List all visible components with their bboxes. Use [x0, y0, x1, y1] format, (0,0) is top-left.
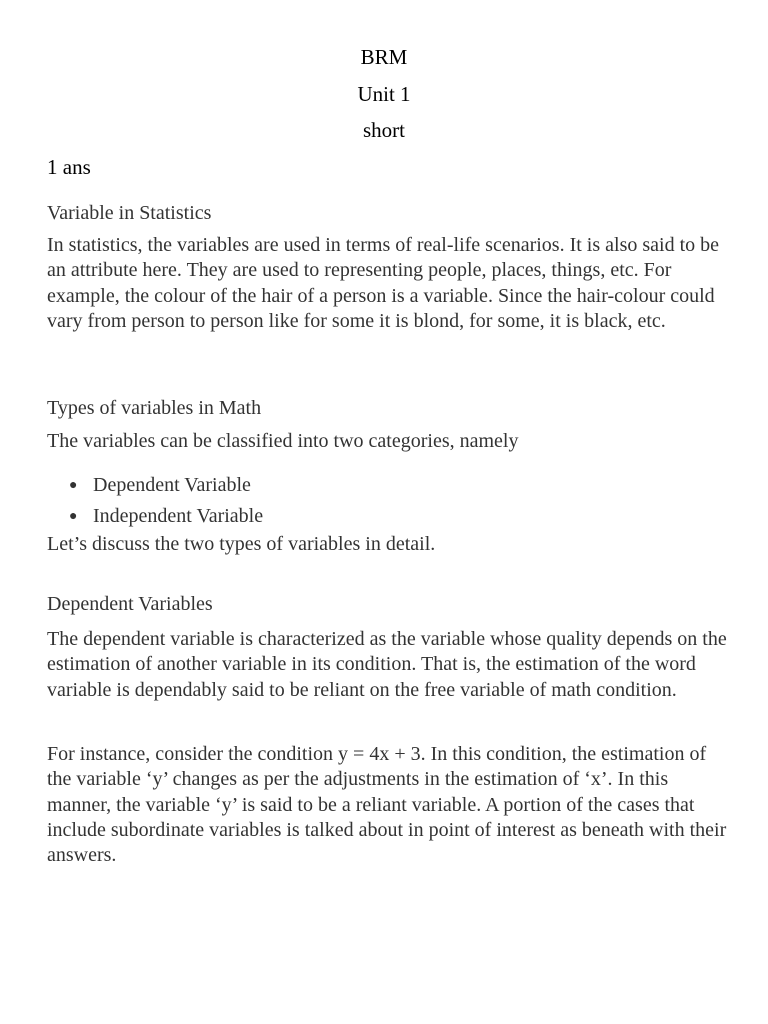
- types-paragraph: The variables can be classified into two categories, namely: [47, 430, 519, 452]
- variable-heading: Variable in Statistics: [47, 202, 212, 224]
- unit-label: Unit 1: [357, 82, 411, 106]
- dependent-paragraph-1: The dependent variable is characterized as the variable whose quality depends on the estimation of another variable in its condition. That is, the estimation of the word variable is dependably said to be reliant on the free variable of math condition.: [47, 628, 727, 701]
- answer-label: 1 ans: [47, 155, 91, 179]
- subtitle-label: short: [363, 118, 405, 142]
- document-title: BRM: [360, 45, 408, 69]
- list-item-label: Independent Variable: [93, 505, 264, 527]
- list-item-label: Dependent Variable: [93, 474, 251, 496]
- types-followup-paragraph: Let’s discuss the two types of variables in detail.: [47, 533, 436, 555]
- bullet-icon: ●: [69, 509, 78, 524]
- bullet-icon: ●: [69, 478, 78, 493]
- types-heading: Types of variables in Math: [47, 397, 262, 419]
- variable-paragraph: In statistics, the variables are used in terms of real-life scenarios. It is also said to be an attribute here. They are used to representing people, places, things, etc. For example, the colour of the hair of a person is a variable. Since the hair-colour could vary from person to person like for some it is blond, for some, it is black, etc.: [47, 234, 720, 332]
- dependent-paragraph-2: For instance, consider the condition y = 4x + 3. In this condition, the estimation of the variable ‘y’ changes as per the adjustments in the estimation of ‘x’. In this manner, the variable ‘y’ is said to be a reliant variable. A portion of the cases that include subordinate variables is talked about in point of interest as beneath with their answers.: [47, 743, 727, 867]
- dependent-heading: Dependent Variables: [47, 593, 213, 615]
- list-item: [47, 501, 263, 532]
- list-item: [47, 470, 263, 501]
- types-list: [47, 470, 263, 532]
